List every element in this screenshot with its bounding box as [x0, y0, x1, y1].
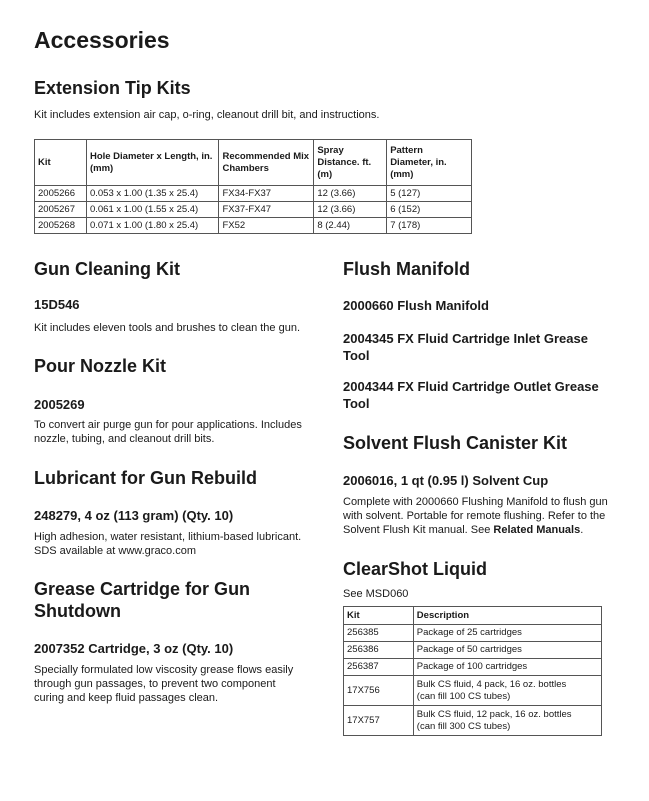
table-header-row: [344, 607, 602, 625]
gun-cleaning-kit-part: 15D546: [34, 297, 80, 312]
extension-tip-kits-table: [34, 139, 472, 234]
grease-cartridge-description: Specially formulated low viscosity grease flows easily through gun passages, to prevent two component curing and keep fluid passages clean.: [34, 664, 294, 704]
gun-cleaning-kit-heading: Gun Cleaning Kit: [34, 259, 180, 279]
lubricant-heading: Lubricant for Gun Rebuild: [34, 468, 257, 488]
table-cell: Package of 25 cartridges: [413, 625, 601, 642]
table-row: [35, 186, 472, 202]
table-cell: 256387: [344, 659, 414, 676]
clearshot-see-reference: See MSD060: [343, 588, 409, 600]
table-cell: 256386: [344, 642, 414, 659]
flush-manifold-item: 2004344 FX Fluid Cartridge Outlet Grease Tool: [343, 379, 599, 411]
table-cell: 5 (127): [387, 186, 472, 202]
table-cell: 0.061 x 1.00 (1.55 x 25.4): [86, 202, 219, 218]
column-header: Kit: [35, 140, 87, 186]
table-row: [344, 659, 602, 676]
related-manuals-link[interactable]: Related Manuals: [493, 524, 581, 536]
solvent-flush-description: Complete with 2000660 Flushing Manifold to flush gun with solvent. Portable for remote flushing. Refer to the Solvent Flush Kit manual. See Related Manuals.: [343, 496, 608, 536]
table-cell: FX34-FX37: [219, 186, 314, 202]
table-cell: Package of 100 cartridges: [413, 659, 601, 676]
table-cell: 0.071 x 1.00 (1.80 x 25.4): [86, 218, 219, 234]
extension-tip-kits-description: Kit includes extension air cap, o-ring, cleanout drill bit, and instructions.: [34, 109, 380, 121]
flush-manifold-heading: Flush Manifold: [343, 259, 470, 279]
table-cell: FX52: [219, 218, 314, 234]
clearshot-table: [343, 606, 602, 736]
table-row: [344, 676, 602, 706]
table-cell: 2005267: [35, 202, 87, 218]
table-cell: 2005266: [35, 186, 87, 202]
clearshot-heading: ClearShot Liquid: [343, 559, 487, 579]
table-cell: Bulk CS fluid, 4 pack, 16 oz. bottles (can fill 100 CS tubes): [413, 676, 601, 706]
lubricant-part: 248279, 4 oz (113 gram) (Qty. 10): [34, 508, 234, 523]
column-header: Recommended Mix Chambers: [219, 140, 314, 186]
grease-cartridge-heading: Grease Cartridge for Gun Shutdown: [34, 579, 251, 621]
table-cell: Bulk CS fluid, 12 pack, 16 oz. bottles (can fill 300 CS tubes): [413, 706, 601, 736]
table-row: [35, 218, 472, 234]
column-header: Description: [413, 607, 601, 625]
table-cell: 256385: [344, 625, 414, 642]
pour-nozzle-kit-part: 2005269: [34, 397, 85, 412]
page-title: Accessories: [34, 27, 170, 53]
table-cell: 2005268: [35, 218, 87, 234]
table-cell: 17X756: [344, 676, 414, 706]
lubricant-description: High adhesion, water resistant, lithium-based lubricant. SDS available at www.graco.com: [34, 531, 302, 557]
table-row: [344, 706, 602, 736]
flush-manifold-item: 2000660 Flush Manifold: [343, 298, 489, 313]
table-cell: 12 (3.66): [314, 186, 387, 202]
table-cell: Package of 50 cartridges: [413, 642, 601, 659]
table-cell: 17X757: [344, 706, 414, 736]
table-cell: 12 (3.66): [314, 202, 387, 218]
table-row: [344, 642, 602, 659]
column-header: Kit: [344, 607, 414, 625]
gun-cleaning-kit-description: Kit includes eleven tools and brushes to clean the gun.: [34, 322, 301, 334]
table-cell: 8 (2.44): [314, 218, 387, 234]
column-header: Spray Distance. ft. (m): [314, 140, 387, 186]
table-cell: 6 (152): [387, 202, 472, 218]
pour-nozzle-kit-heading: Pour Nozzle Kit: [34, 356, 167, 376]
column-header: Hole Diameter x Length, in. (mm): [86, 140, 219, 186]
column-header: Pattern Diameter, in. (mm): [387, 140, 472, 186]
extension-tip-kits-heading: Extension Tip Kits: [34, 78, 191, 98]
table-cell: FX37-FX47: [219, 202, 314, 218]
table-row: [344, 625, 602, 642]
solvent-flush-heading: Solvent Flush Canister Kit: [343, 433, 568, 453]
flush-manifold-item: 2004345 FX Fluid Cartridge Inlet Grease Tool: [343, 331, 588, 363]
table-row: [35, 202, 472, 218]
pour-nozzle-kit-description: To convert air purge gun for pour applications. Includes nozzle, tubing, and cleanout drill bits.: [34, 419, 302, 445]
table-header-row: [35, 140, 472, 186]
grease-cartridge-part: 2007352 Cartridge, 3 oz (Qty. 10): [34, 641, 234, 656]
table-cell: 7 (178): [387, 218, 472, 234]
table-cell: 0.053 x 1.00 (1.35 x 25.4): [86, 186, 219, 202]
solvent-flush-part: 2006016, 1 qt (0.95 l) Solvent Cup: [343, 473, 549, 488]
